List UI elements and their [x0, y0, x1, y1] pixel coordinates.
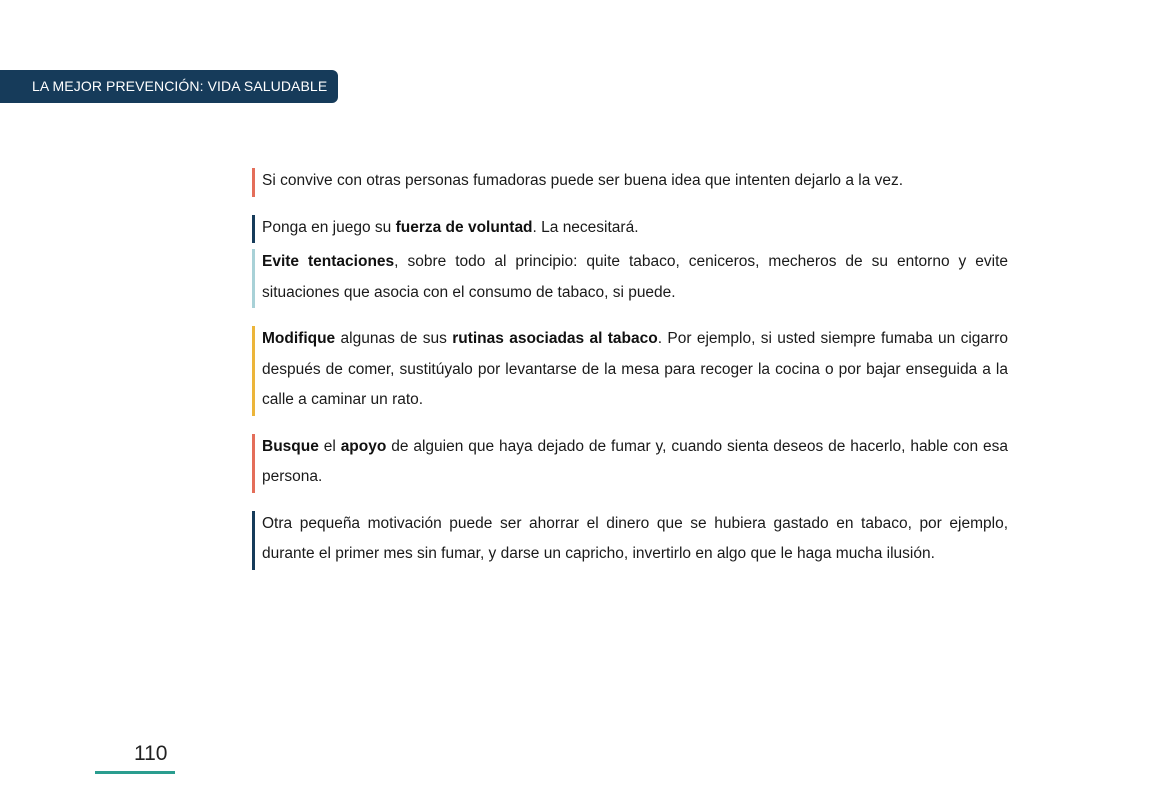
advice-paragraph [252, 213, 1008, 244]
paragraph-text: algunas de sus [335, 330, 453, 347]
accent-bar [252, 511, 255, 570]
advice-paragraph [252, 509, 1008, 570]
emphasis-text: Busque [262, 437, 319, 455]
emphasis-text: Modifique [262, 330, 336, 347]
advice-paragraph [252, 247, 1008, 308]
advice-paragraph [252, 432, 1008, 493]
paragraph-text: Ponga en juego su [262, 218, 396, 236]
paragraph-text: . Por ejemplo, si usted siempre fumaba un cigarro después de comer, sustitúyalo por levantarse de la mesa para recoger la cocina o por bajar enseguida a la calle a caminar un rato. [262, 330, 1008, 408]
accent-bar [252, 215, 255, 244]
paragraph-text: de alguien que haya dejado de fumar y, cuando sienta deseos de hacerlo, hable con esa persona. [262, 437, 1008, 485]
section-header-tab [0, 70, 338, 103]
page-number-underline [95, 771, 175, 774]
emphasis-text: apoyo [340, 437, 387, 455]
page-number: 110 [134, 742, 168, 765]
advice-paragraph [252, 166, 1008, 197]
paragraph-text: Si convive con otras personas fumadoras puede ser buena idea que intenten dejarlo a la vez. [262, 172, 904, 189]
accent-bar [252, 326, 255, 416]
section-title: LA MEJOR PREVENCIÓN: VIDA SALUDABLE [32, 78, 328, 94]
accent-bar [252, 168, 255, 197]
advice-list [252, 166, 1008, 586]
paragraph-text: Otra pequeña motivación puede ser ahorrar el dinero que se hubiera gastado en tabaco, por ejemplo, durante el primer mes sin fumar, y darse un capricho, invertirlo en algo que le haga mucha ilusión. [262, 514, 1008, 562]
accent-bar [252, 434, 255, 493]
paragraph-text: , sobre todo al principio: quite tabaco, ceniceros, mecheros de su entorno y evite situaciones que asocia con el consumo de tabaco, si puede. [262, 253, 1008, 301]
emphasis-text: fuerza de voluntad [395, 218, 533, 236]
emphasis-text: Evite tentaciones [262, 253, 395, 270]
emphasis-text: rutinas asociadas al tabaco [452, 330, 658, 347]
accent-bar [252, 249, 255, 308]
paragraph-text: el [318, 437, 341, 455]
paragraph-text: . La necesitará. [532, 218, 639, 236]
advice-paragraph [252, 324, 1008, 416]
